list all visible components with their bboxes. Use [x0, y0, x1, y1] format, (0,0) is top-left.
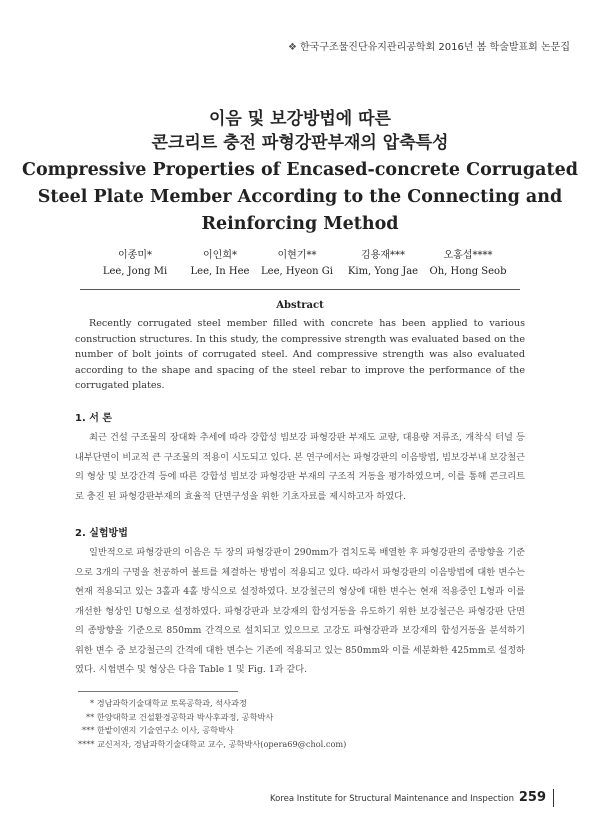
abstract-heading: Abstract	[276, 300, 324, 311]
section-2-text: 일반적으로 파형강판의 이음은 두 장의 파형강판이 290mm가 겹치도록 배열한 후 파형강판의 종방향을 기준으로 3개의 구멍을 천공하여 볼트를 체결하는 방법이 적용되고 있다. 따라서 파형강판의 이음방법에 대한 변수는 현재 적용되고 있는 3홀과 4홀 방식으로 설정하였다. 보강철근의 형상에 대한 변수는 현재 적용중인 L형과 이를 개선한 형상인 U형으로 설정하였다. 파형강판과 보강재의 합성거동을 유도하기 위한 보강철근은 파형강판 단면의 종방향을 기준으로 850mm 간격으로 설치되고 있으므로 고강도 파형강판과 보강재의 합성거동을 분석하기 위한 변수 중 보강철근의 간격에 대한 변수는 기존에 적용되고 있는 850mm와 이를 세분화한 425mm로 설정하였다. 시험변수 및 형상은 다음 Table 1 및 Fig. 1과 같다.	[75, 547, 525, 675]
footnote-3: *** 한밭이앤지 기술연구소 이사, 공학박사	[82, 725, 234, 735]
title-english-line-1: Compressive Properties of Encased-concrete Corrugated	[22, 160, 578, 180]
author-5-korean: 오홍섭****	[443, 250, 493, 261]
author-3-korean: 이현기**	[277, 250, 317, 261]
author-1-english: Lee, Jong Mi	[102, 266, 168, 277]
author-1	[90, 246, 180, 277]
author-4-korean: 김용재***	[361, 250, 405, 261]
journal-name: 한국구조물진단유지관리공학회 2016년 봄 학술발표회 논문집	[299, 42, 570, 53]
title-english-line-2: Steel Plate Member According to the Connecting and	[37, 187, 563, 207]
abstract-text: Recently corrugated steel member filled with concrete has been applied to various construction structures. In this study, the compressive strength was evaluated based on the number of bolt joints of corrugated steel. And compressive strength was also evaluated according to the shape and spacing of the steel rebar to improve the performance of the corrugated plates.	[75, 318, 525, 391]
footnotes	[78, 697, 528, 751]
author-2-korean: 이인희*	[203, 250, 237, 261]
author-list	[0, 246, 600, 280]
author-1-korean: 이종미*	[118, 250, 152, 261]
author-5	[418, 246, 518, 277]
abstract-body	[75, 316, 525, 394]
footnote-rule	[78, 691, 238, 692]
section-1-text: 최근 건설 구조물의 장대화 추세에 따라 강합성 빔보강 파형강판 부재도 교량, 대용량 저류조, 개착식 터널 등 내부단면이 비교적 큰 구조물의 적용이 시도되고 있다. 본 연구에서는 파형강판의 이음방법, 빔보강부내 보강철근의 형상 및 보강간격 등에 따른 강합성 빔보강 파형강판 부재의 구조적 거동을 평가하였으며, 이를 통해 콘크리트로 충진 된 파형강판부재의 효율적 단면구성을 위한 기초자료를 제시하고자 하였다.	[75, 432, 525, 502]
author-4-english: Kim, Yong Jae	[347, 266, 419, 277]
footnote-4: **** 교신저자, 경남과학기술대학교 교수, 공학박사(opera69@chol.com)	[78, 738, 347, 749]
title-korean-line-2: 콘크리트 충전 파형강판부재의 압축특성	[151, 133, 449, 153]
title-korean-line-1: 이음 및 보강방법에 따른	[209, 109, 391, 129]
author-3	[252, 246, 342, 277]
section-2-body	[75, 543, 525, 680]
section-2-heading: 2. 실험방법	[75, 528, 128, 539]
page-number: 259	[518, 790, 546, 805]
title-english-line-3: Reinforcing Method	[201, 214, 399, 234]
journal-mark-icon: ❖	[288, 42, 297, 53]
page-number-bar	[553, 789, 554, 807]
author-4	[338, 246, 428, 277]
author-2-english: Lee, In Hee	[190, 266, 250, 277]
section-1-body	[75, 428, 525, 506]
footnote-1: * 경남과학기술대학교 토목공학과, 석사과정	[90, 698, 247, 708]
author-5-english: Oh, Hong Seob	[429, 266, 507, 277]
journal-header	[288, 38, 570, 53]
author-3-english: Lee, Hyeon Gi	[261, 266, 333, 277]
author-2	[180, 246, 260, 277]
section-1-heading: 1. 서 론	[75, 413, 113, 424]
footer-institute: Korea Institute for Structural Maintenance and Inspection	[270, 794, 514, 804]
title-divider	[80, 289, 520, 290]
footnote-2: ** 한양대학교 건설환경공학과 박사후과정, 공학박사	[86, 711, 274, 722]
